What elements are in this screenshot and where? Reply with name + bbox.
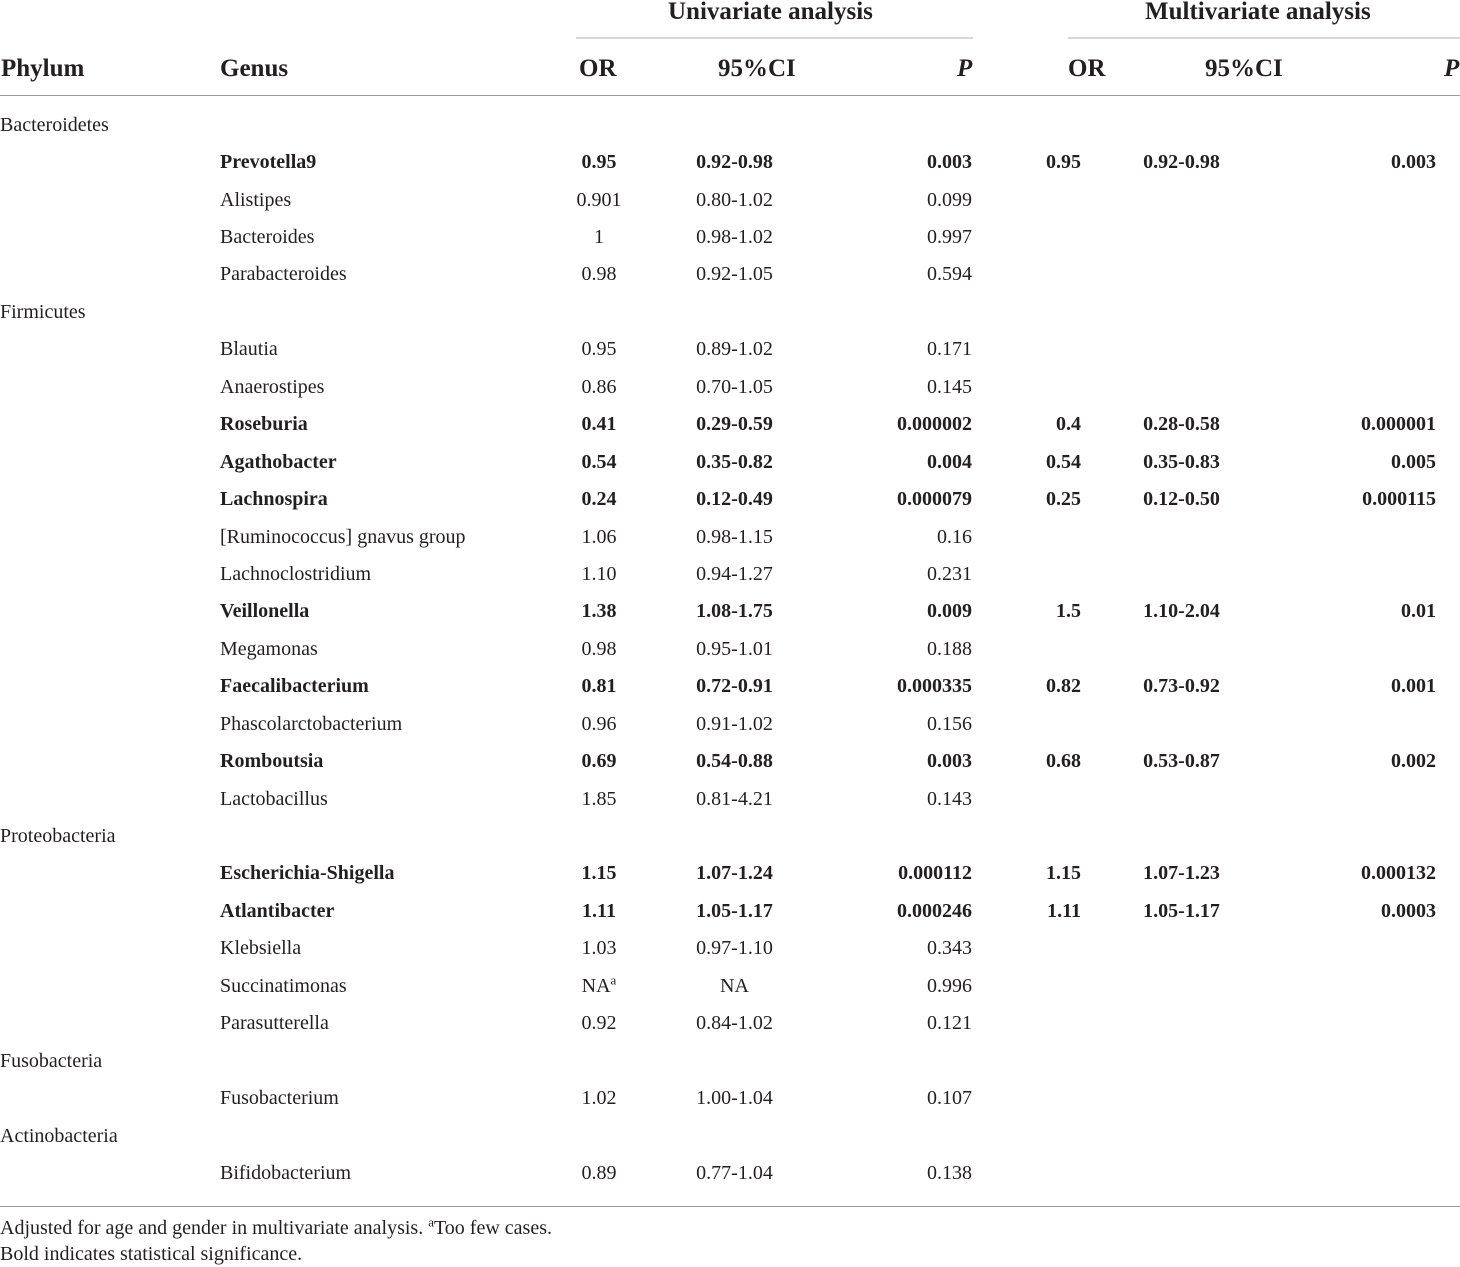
multi-or-cell: [972, 1005, 1081, 1042]
multi-or-cell: 1.15: [1046, 862, 1081, 885]
multi-p-cell: 0.001: [1391, 675, 1436, 698]
genus-cell: Romboutsia: [220, 750, 324, 773]
multi-ci-cell: [1081, 106, 1282, 143]
multi-p-cell: [1282, 1005, 1436, 1042]
phylum-cell: [0, 593, 220, 630]
uni-p-cell: 0.996: [927, 974, 972, 997]
uni-or-cell: 1.38: [581, 600, 617, 623]
multi-or-cell: [972, 218, 1081, 255]
col-header-genus: Genus: [220, 55, 289, 82]
multi-or-cell: [972, 106, 1081, 143]
multi-ci-cell: [1081, 1042, 1282, 1079]
uni-ci-cell: 0.29-0.59: [696, 413, 773, 436]
uni-ci-cell: 0.81-4.21: [696, 787, 773, 810]
multi-p-cell: [1282, 331, 1436, 368]
phylum-cell: [0, 892, 220, 929]
uni-or-cell: 0.92: [581, 1012, 617, 1035]
uni-or-cell: 0.54: [581, 450, 617, 473]
multi-ci-cell: 0.12-0.50: [1143, 488, 1220, 511]
multi-ci-cell: 1.07-1.23: [1143, 862, 1220, 885]
uni-or-cell: [576, 1117, 622, 1154]
uni-or-cell: 1.11: [582, 899, 616, 922]
header-rule: [0, 95, 1460, 96]
multi-ci-cell: [1081, 1154, 1282, 1191]
multi-p-cell: [1282, 106, 1436, 143]
multi-ci-cell: [1081, 331, 1282, 368]
uni-p-cell: 0.003: [927, 750, 972, 773]
uni-p-cell: 0.009: [927, 600, 972, 623]
phylum-cell: [0, 1154, 220, 1191]
uni-or-cell: 0.24: [581, 488, 617, 511]
multi-p-cell: [1282, 1117, 1436, 1154]
bottom-rule: [0, 1206, 1460, 1207]
footnote-adjusted: Adjusted for age and gender in multivariate analysis. $^a$Too few cases.: [0, 1214, 552, 1239]
uni-p-cell: 0.099: [927, 188, 972, 211]
phylum-cell: [0, 668, 220, 705]
multi-p-cell: 0.01: [1401, 600, 1436, 623]
uni-ci-cell: NA: [720, 974, 749, 997]
multi-p-cell: [1282, 256, 1436, 293]
multi-or-cell: [972, 1154, 1081, 1191]
multi-p-cell: 0.005: [1391, 450, 1436, 473]
genus-cell: Bacteroides: [220, 226, 315, 249]
genus-cell: Roseburia: [220, 413, 308, 436]
table-row: [0, 630, 1436, 667]
genus-cell: Lactobacillus: [220, 787, 328, 810]
uni-ci-cell: 0.92-1.05: [696, 263, 773, 286]
footnote-bold: Bold indicates statistical significance.: [0, 1243, 303, 1265]
multi-ci-cell: [1081, 930, 1282, 967]
phylum-cell: Actinobacteria: [0, 1124, 118, 1147]
genus-cell: Phascolarctobacterium: [220, 712, 403, 735]
genus-cell: Faecalibacterium: [220, 675, 369, 698]
phylum-cell: Fusobacteria: [0, 1049, 103, 1072]
multi-ci-cell: [1081, 705, 1282, 742]
table-row: [0, 181, 1436, 218]
col-header-phylum: Phylum: [1, 55, 85, 82]
uni-or-cell: [576, 293, 622, 330]
uni-or-cell: 0.98: [581, 263, 617, 286]
uni-p-cell: 0.145: [927, 375, 972, 398]
uni-ci-cell: 0.12-0.49: [696, 488, 773, 511]
table-row: [0, 780, 1436, 817]
uni-ci-cell: 0.91-1.02: [696, 712, 773, 735]
footnote-marker: a: [610, 972, 617, 988]
multi-p-cell: [1282, 1079, 1436, 1116]
multi-ci-cell: [1081, 817, 1282, 854]
phylum-cell: Proteobacteria: [0, 825, 116, 848]
phylum-cell: [0, 705, 220, 742]
phylum-cell: [0, 406, 220, 443]
table-row: [0, 593, 1436, 630]
table-row: [0, 705, 1436, 742]
uni-or-cell: 1.02: [581, 1087, 617, 1110]
table-body: [0, 106, 1436, 1192]
genus-cell: Parasutterella: [220, 1012, 329, 1035]
phylum-row: [0, 293, 1436, 330]
uni-ci-cell: 0.77-1.04: [696, 1161, 773, 1184]
phylum-cell: [0, 518, 220, 555]
uni-p-cell: [847, 1117, 972, 1154]
genus-cell: [220, 293, 576, 330]
genus-cell: Fusobacterium: [220, 1087, 339, 1110]
table-row: [0, 256, 1436, 293]
uni-ci-cell: 0.97-1.10: [696, 937, 773, 960]
table-row: [0, 518, 1436, 555]
uni-p-cell: 0.000079: [897, 488, 972, 511]
genus-cell: [220, 1117, 576, 1154]
uni-ci-cell: 0.84-1.02: [696, 1012, 773, 1035]
phylum-cell: Bacteroidetes: [0, 113, 109, 136]
uni-ci-cell: 0.95-1.01: [696, 637, 773, 660]
uni-ci-cell: 0.70-1.05: [696, 375, 773, 398]
table-row: [0, 930, 1436, 967]
multi-p-cell: 0.000132: [1361, 862, 1436, 885]
table-row: [0, 443, 1436, 480]
multi-p-cell: 0.000001: [1361, 413, 1436, 436]
multi-ci-cell: [1081, 256, 1282, 293]
uni-p-cell: 0.000112: [898, 862, 972, 885]
uni-or-cell: 0.95: [581, 151, 617, 174]
uni-p-cell: 0.000002: [897, 413, 972, 436]
uni-or-cell: [576, 106, 622, 143]
table-row: [0, 143, 1436, 180]
uni-p-cell: 0.188: [927, 637, 972, 660]
multi-ci-cell: [1081, 1005, 1282, 1042]
genus-cell: Klebsiella: [220, 937, 302, 960]
phylum-cell: [0, 742, 220, 779]
col-header-multi-ci: 95%CI: [1205, 55, 1283, 82]
multi-or-cell: 1.11: [1047, 899, 1081, 922]
multivariate-header: Multivariate analysis: [1145, 0, 1371, 25]
uni-p-cell: 0.004: [927, 450, 972, 473]
uni-ci-cell: 1.08-1.75: [696, 600, 773, 623]
uni-or-cell: 0.41: [581, 413, 617, 436]
uni-p-cell: 0.16: [937, 525, 972, 548]
uni-or-cell: 0.81: [581, 675, 617, 698]
uni-or-cell: [576, 1042, 622, 1079]
uni-p-cell: 0.121: [927, 1012, 972, 1035]
multivariate-group-rule: [1068, 37, 1460, 39]
genus-cell: Megamonas: [220, 637, 318, 660]
multi-ci-cell: 0.92-0.98: [1143, 151, 1220, 174]
col-header-uni-ci: 95%CI: [718, 55, 796, 82]
univariate-group-rule: [576, 37, 973, 39]
table-row: [0, 668, 1436, 705]
uni-p-cell: 0.594: [927, 263, 972, 286]
uni-p-cell: 0.000335: [897, 675, 972, 698]
multi-ci-cell: 1.10-2.04: [1143, 600, 1220, 623]
phylum-cell: [0, 780, 220, 817]
multi-p-cell: [1282, 1042, 1436, 1079]
multi-or-cell: 0.4: [1056, 413, 1081, 436]
multi-or-cell: [972, 181, 1081, 218]
uni-ci-cell: 0.98-1.02: [696, 226, 773, 249]
genus-cell: Parabacteroides: [220, 263, 347, 286]
multi-or-cell: [972, 1117, 1081, 1154]
uni-p-cell: 0.156: [927, 712, 972, 735]
multi-or-cell: [972, 1079, 1081, 1116]
multi-p-cell: [1282, 780, 1436, 817]
uni-or-cell: 1.15: [581, 862, 617, 885]
uni-or-cell: 0.98: [581, 637, 617, 660]
uni-p-cell: [847, 1042, 972, 1079]
uni-or-cell: 0.901: [576, 188, 622, 211]
table-row: [0, 555, 1436, 592]
genus-cell: Prevotella9: [220, 151, 317, 174]
multi-p-cell: 0.002: [1391, 750, 1436, 773]
multi-or-cell: [972, 331, 1081, 368]
genus-cell: [220, 106, 576, 143]
col-header-uni-p: P: [957, 55, 973, 82]
uni-or-cell: [576, 817, 622, 854]
table-row: [0, 331, 1436, 368]
phylum-cell: [0, 1005, 220, 1042]
genus-cell: Lachnoclostridium: [220, 562, 372, 585]
phylum-cell: [0, 967, 220, 1004]
multi-p-cell: 0.000115: [1362, 488, 1436, 511]
multi-p-cell: [1282, 1154, 1436, 1191]
phylum-cell: [0, 480, 220, 517]
uni-ci-cell: 0.72-0.91: [696, 675, 773, 698]
phylum-row: [0, 1117, 1436, 1154]
multi-p-cell: [1282, 630, 1436, 667]
multi-ci-cell: 0.73-0.92: [1143, 675, 1220, 698]
table-row: [0, 1079, 1436, 1116]
uni-ci-cell: 0.92-0.98: [696, 151, 773, 174]
genus-cell: [220, 1042, 576, 1079]
uni-ci-cell: [622, 1117, 847, 1154]
phylum-cell: [0, 630, 220, 667]
multi-p-cell: [1282, 705, 1436, 742]
table-row: [0, 406, 1436, 443]
multi-p-cell: [1282, 218, 1436, 255]
multi-ci-cell: [1081, 218, 1282, 255]
table-row: [0, 855, 1436, 892]
multi-p-cell: [1282, 518, 1436, 555]
phylum-cell: [0, 1079, 220, 1116]
multi-or-cell: [972, 293, 1081, 330]
multi-p-cell: [1282, 181, 1436, 218]
uni-or-cell: 0.69: [581, 750, 617, 773]
phylum-cell: [0, 443, 220, 480]
multi-or-cell: 0.54: [1046, 450, 1081, 473]
uni-p-cell: [847, 293, 972, 330]
table-row: [0, 1154, 1436, 1191]
table-row: [0, 742, 1436, 779]
uni-or-cell: 1.10: [581, 562, 617, 585]
multi-or-cell: [972, 967, 1081, 1004]
table-row: [0, 368, 1436, 405]
uni-p-cell: 0.107: [927, 1087, 972, 1110]
multi-or-cell: [972, 930, 1081, 967]
uni-or-cell: 0.96: [581, 712, 617, 735]
multi-ci-cell: [1081, 1079, 1282, 1116]
multi-or-cell: [972, 705, 1081, 742]
uni-or-cell: 1.06: [581, 525, 617, 548]
uni-p-cell: 0.143: [927, 787, 972, 810]
uni-p-cell: 0.171: [927, 338, 972, 361]
multi-ci-cell: [1081, 967, 1282, 1004]
uni-ci-cell: 0.98-1.15: [696, 525, 773, 548]
uni-p-cell: 0.138: [927, 1161, 972, 1184]
uni-p-cell: 0.997: [927, 226, 972, 249]
multi-or-cell: 0.95: [1046, 151, 1081, 174]
genus-cell: Lachnospira: [220, 488, 328, 511]
multi-ci-cell: 0.53-0.87: [1143, 750, 1220, 773]
uni-ci-cell: 1.05-1.17: [696, 899, 773, 922]
uni-p-cell: 0.000246: [897, 899, 972, 922]
table-row: [0, 967, 1436, 1004]
uni-ci-cell: [622, 817, 847, 854]
uni-or-cell: 1.85: [581, 787, 617, 810]
uni-ci-cell: [622, 106, 847, 143]
phylum-cell: [0, 855, 220, 892]
phylum-row: [0, 106, 1436, 143]
phylum-cell: [0, 555, 220, 592]
multi-or-cell: 0.68: [1046, 750, 1081, 773]
genus-cell: Alistipes: [220, 188, 292, 211]
genus-cell: Blautia: [220, 338, 278, 361]
uni-or-cell: 0.89: [581, 1161, 617, 1184]
uni-ci-cell: 1.07-1.24: [696, 862, 773, 885]
multi-ci-cell: 0.28-0.58: [1143, 413, 1220, 436]
multi-p-cell: 0.003: [1391, 151, 1436, 174]
uni-p-cell: 0.343: [927, 937, 972, 960]
multi-ci-cell: [1081, 368, 1282, 405]
uni-p-cell: [847, 817, 972, 854]
phylum-cell: [0, 218, 220, 255]
genus-cell: Agathobacter: [220, 450, 337, 473]
multi-or-cell: 1.5: [1056, 600, 1081, 623]
uni-ci-cell: 0.35-0.82: [696, 450, 773, 473]
multi-or-cell: 0.82: [1046, 675, 1081, 698]
multi-p-cell: [1282, 930, 1436, 967]
multi-or-cell: [972, 1042, 1081, 1079]
multi-ci-cell: 1.05-1.17: [1143, 899, 1220, 922]
uni-or-cell: 1.03: [581, 937, 617, 960]
uni-or-cell: 0.86: [581, 375, 617, 398]
uni-ci-cell: 0.54-0.88: [696, 750, 773, 773]
phylum-cell: [0, 368, 220, 405]
phylum-cell: [0, 930, 220, 967]
multi-p-cell: 0.0003: [1381, 899, 1436, 922]
multi-or-cell: [972, 256, 1081, 293]
phylum-row: [0, 1042, 1436, 1079]
multi-or-cell: [972, 780, 1081, 817]
multi-p-cell: [1282, 368, 1436, 405]
multi-p-cell: [1282, 817, 1436, 854]
multi-or-cell: [972, 555, 1081, 592]
multi-p-cell: [1282, 555, 1436, 592]
multi-ci-cell: [1081, 630, 1282, 667]
phylum-cell: Firmicutes: [0, 300, 86, 323]
phylum-cell: [0, 331, 220, 368]
phylum-cell: [0, 143, 220, 180]
col-header-uni-or: OR: [579, 55, 617, 82]
genus-cell: [220, 817, 576, 854]
multi-or-cell: [972, 518, 1081, 555]
uni-ci-cell: 0.89-1.02: [696, 338, 773, 361]
phylum-row: [0, 817, 1436, 854]
multi-p-cell: [1282, 293, 1436, 330]
col-header-multi-or: OR: [1068, 55, 1106, 82]
genus-cell: Escherichia-Shigella: [220, 862, 395, 885]
multi-ci-cell: [1081, 1117, 1282, 1154]
genus-cell: [Ruminococcus] gnavus group: [220, 525, 466, 548]
multi-ci-cell: 0.35-0.83: [1143, 450, 1220, 473]
genus-cell: Veillonella: [220, 600, 310, 623]
univariate-header: Univariate analysis: [668, 0, 873, 25]
uni-p-cell: 0.231: [927, 562, 972, 585]
uni-or-cell: 0.95: [581, 338, 617, 361]
phylum-cell: [0, 181, 220, 218]
genus-cell: Bifidobacterium: [220, 1161, 352, 1184]
uni-p-cell: 0.003: [927, 151, 972, 174]
multi-ci-cell: [1081, 780, 1282, 817]
multi-ci-cell: [1081, 555, 1282, 592]
genus-cell: Anaerostipes: [220, 375, 325, 398]
table-row: [0, 480, 1436, 517]
multi-or-cell: [972, 368, 1081, 405]
table-row: [0, 1005, 1436, 1042]
multi-p-cell: [1282, 967, 1436, 1004]
genus-cell: Succinatimonas: [220, 974, 347, 997]
table-row: [0, 892, 1436, 929]
uni-ci-cell: 0.94-1.27: [696, 562, 773, 585]
uni-ci-cell: [622, 1042, 847, 1079]
table-row: [0, 218, 1436, 255]
uni-or-cell: 1: [594, 226, 604, 249]
uni-p-cell: [847, 106, 972, 143]
multi-or-cell: 0.25: [1046, 488, 1081, 511]
multi-or-cell: [972, 817, 1081, 854]
multi-ci-cell: [1081, 181, 1282, 218]
col-header-multi-p: P: [1444, 55, 1460, 82]
genus-cell: Atlantibacter: [220, 899, 335, 922]
multi-ci-cell: [1081, 518, 1282, 555]
phylum-cell: [0, 256, 220, 293]
uni-or-cell: $NA^a$: [581, 972, 617, 997]
multi-ci-cell: [1081, 293, 1282, 330]
multi-or-cell: [972, 630, 1081, 667]
uni-ci-cell: [622, 293, 847, 330]
uni-ci-cell: 0.80-1.02: [696, 188, 773, 211]
uni-ci-cell: 1.00-1.04: [696, 1087, 773, 1110]
